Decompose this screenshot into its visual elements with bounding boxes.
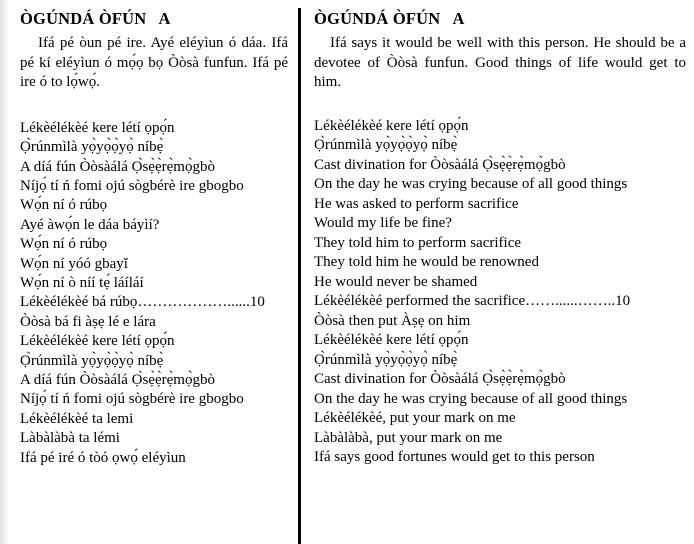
left-column-intro-paragraph: Ifá pé òun pé ire. Ayé eléyìun ó dáa. Ifá pé kí eléyìun ó mọ́ọ bọ Òòsà funfun. Ifá pé ire ó to lọ́wọ́. — [20, 35, 288, 91]
verse-line: Lékèélékèé, put your mark on me — [314, 410, 516, 427]
right-column-english — [300, 0, 694, 544]
verse-line: Wọ́n ní yóó gbayǐ — [20, 255, 128, 272]
verse-line: They told him to perform sacrifice — [314, 234, 522, 251]
verse-line: Lékèélékèé kere létí ọpọ́n — [314, 117, 469, 134]
verse-line: Lékèélékèé kere létí ọpọ́n — [20, 333, 175, 350]
verse-line: On the day he was crying because of all good things — [314, 176, 628, 193]
verse-line: He would never be shamed — [314, 273, 478, 290]
verse-line: Cast divination for Òòsàálá Ọ̀sẹ̀ẹ̀rẹ̀mọ̀gbò — [314, 156, 566, 173]
verse-line: Ọ̀rúnmìlà yọ̀yọ̀ọ̀yọ̀ níbẹ̀ — [314, 351, 458, 368]
verse-line-numbered: Lékèélékèé bá rúbọ………………......10 — [20, 294, 265, 311]
verse-line: Òòsà then put Àṣẹ on him — [314, 312, 471, 329]
verse-line: Làbàlàbà, put your mark on me — [314, 429, 503, 446]
verse-line: Níjọ́ tí ń fomi ojú sògbérè ire gbogbo — [20, 391, 244, 408]
right-column-spacer — [314, 93, 686, 117]
verse-line: Òòsà bá fi àṣẹ lé e lára — [20, 313, 156, 330]
verse-line: A díá fún Òòsàálá Ọ̀sẹ̀ẹ̀rẹ̀mọ̀gbò — [20, 158, 215, 175]
verse-line: Ifá pé iré ó tòó ọwọ́ eléyìun — [20, 449, 186, 466]
verse-line: Cast divination for Òòsàálá Ọ̀sẹ̀ẹ̀rẹ̀mọ̀gbò — [314, 371, 566, 388]
left-column-verse-list — [20, 119, 288, 468]
left-column-heading: ÒGÚNDÁ ÒFÚN A — [20, 9, 171, 28]
verse-line: Làbàlàbà ta lémi — [20, 430, 120, 447]
verse-line: On the day he was crying because of all good things — [314, 390, 628, 407]
right-column-verse-list — [314, 117, 686, 468]
verse-line: Ọ̀rúnmìlà yọ̀yọ̀ọ̀yọ̀ níbẹ̀ — [314, 137, 458, 154]
verse-line: He was asked to perform sacrifice — [314, 195, 519, 212]
verse-line: Ayé àwọ́n le dáa báyìí? — [20, 216, 160, 233]
right-column-heading: ÒGÚNDÁ ÒFÚN A — [314, 9, 465, 28]
verse-line: Ọ̀rúnmìlà yọ̀yọ̀ọ̀yọ̀ níbẹ̀ — [20, 139, 164, 156]
verse-line: Lékèélékèé kere létí ọpọ́n — [314, 332, 469, 349]
verse-line: They told him he would be renowned — [314, 254, 539, 271]
left-column-yoruba — [0, 0, 300, 544]
verse-line: Níjọ́ tí ń fomi ojú sògbérè ire gbogbo — [20, 177, 244, 194]
verse-line: Ifá says good fortunes would get to this person — [314, 449, 595, 466]
right-column-intro-paragraph: Ifá says it would be well with this person. He should be a devotee of Òòsà funfun. Good things of life would get to him. — [314, 35, 686, 91]
verse-line: Lékèélékèé ta lemi — [20, 410, 134, 427]
verse-line: A díá fún Òòsàálá Ọ̀sẹ̀ẹ̀rẹ̀mọ̀gbò — [20, 372, 215, 389]
verse-line: Wọ́n ní ó rúbọ — [20, 197, 108, 214]
verse-line-numbered: Lékèélékèé performed the sacrifice……......……..10 — [314, 293, 631, 310]
verse-line: Would my life be fine? — [314, 215, 452, 232]
left-column-spacer — [20, 93, 288, 119]
verse-line: Lékèélékèé kere létí ọpọ́n — [20, 119, 175, 136]
verse-line: Wọ́n ní ó rúbọ — [20, 236, 108, 253]
verse-line: Wọ́n ní ò níí tẹ́ láíláí — [20, 275, 144, 292]
verse-line: Ọ̀rúnmìlà yọ̀yọ̀ọ̀yọ̀ níbẹ̀ — [20, 352, 164, 369]
